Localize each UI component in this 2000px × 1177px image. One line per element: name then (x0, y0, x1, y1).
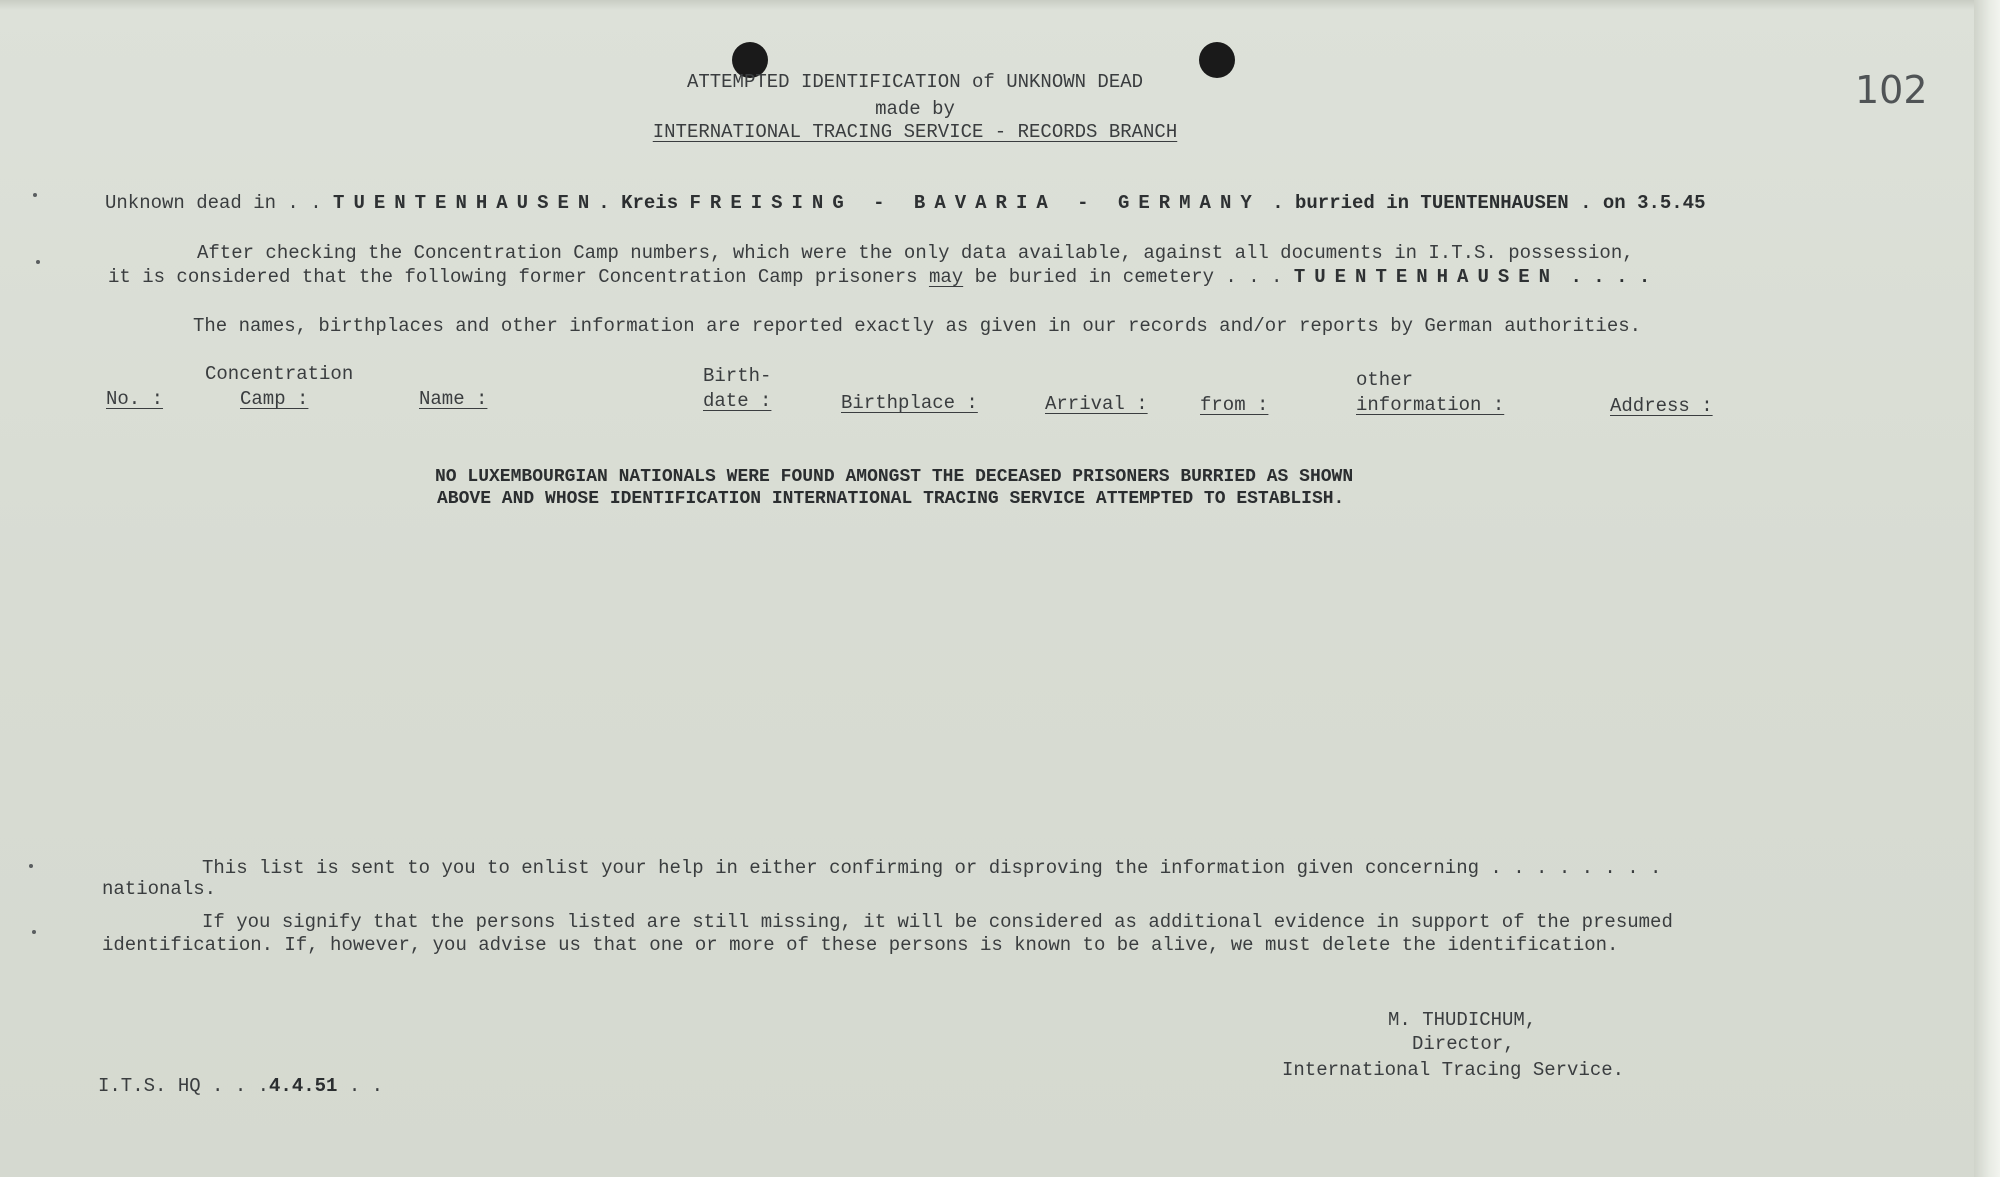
request-line-2: nationals. (102, 878, 217, 900)
col-other-top: other (1356, 369, 1414, 391)
request-line-1: This list is sent to you to enlist your help in either confirming or disproving the information given concerning . . . . . . . . (202, 857, 1662, 879)
signature-org: International Tracing Service. (1282, 1059, 1625, 1081)
intro-line-1: After checking the Concentration Camp numbers, which were the only data available, against all documents in I.T.S. possession, (197, 242, 1634, 264)
location-kreis: . Kreis (598, 192, 679, 214)
hq-date: 4.4.51 (269, 1075, 338, 1097)
signature-title: Director, (1412, 1033, 1515, 1055)
hq-label: I.T.S. HQ . . . (98, 1075, 270, 1097)
cemetery-name: TUENTENHAUSEN (1293, 266, 1560, 288)
col-name: Name : (419, 388, 488, 410)
paper-top-edge (0, 0, 2000, 10)
note-line: The names, birthplaces and other information are reported exactly as given in our records and/or reports by German authorities. (193, 315, 1642, 337)
margin-speck (29, 864, 33, 868)
paper-right-edge (1974, 0, 2000, 1177)
hq-dots: . . (348, 1075, 384, 1097)
margin-speck (32, 930, 36, 934)
intro-line-2-pre: it is considered that the following former Concentration Camp prisoners (108, 266, 918, 288)
org-branch-heading: INTERNATIONAL TRACING SERVICE - RECORDS BRANCH (652, 121, 1178, 143)
signature-name: M. THUDICHUM, (1388, 1009, 1537, 1031)
col-camp-bottom: Camp : (240, 388, 309, 410)
col-camp-top: Concentration (205, 363, 354, 385)
cemetery-dots: . . . . (1570, 266, 1651, 288)
col-birthplace: Birthplace : (841, 392, 978, 414)
buried-place: TUENTENHAUSEN (1420, 192, 1569, 214)
col-address: Address : (1610, 395, 1713, 417)
request-line-4: identification. If, however, you advise us that one or more of these persons is known to be alive, we must delete the identification. (102, 934, 1619, 956)
notice-line-1: NO LUXEMBOURGIAN NATIONALS WERE FOUND AMONGST THE DECEASED PRISONERS BURRIED AS SHOWN (435, 467, 1354, 487)
request-line-3: If you signify that the persons listed are still missing, it will be considered as additional evidence in support of the presumed (202, 911, 1673, 933)
made-by-text: made by (875, 98, 955, 120)
document-title: ATTEMPTED IDENTIFICATION of UNKNOWN DEAD (686, 71, 1144, 93)
margin-speck (33, 193, 37, 197)
col-from: from : (1200, 394, 1269, 416)
col-no: No. : (106, 388, 164, 410)
buried-label: . burried in (1272, 192, 1410, 214)
intro-line-2 (108, 266, 1650, 288)
location-district: FREISING - BAVARIA - GERMANY (689, 192, 1261, 214)
burial-date: . on 3.5.45 (1580, 192, 1706, 214)
margin-speck (36, 260, 40, 264)
col-birthdate-top: Birth- (703, 365, 772, 387)
col-other-bottom: information : (1356, 394, 1505, 416)
col-arrival: Arrival : (1045, 393, 1148, 415)
intro-line-2-post: be buried in cemetery . . . (974, 266, 1283, 288)
location-line (105, 192, 1705, 214)
intro-may: may (928, 266, 964, 288)
col-birthdate-bottom: date : (703, 390, 772, 412)
hq-line (98, 1075, 383, 1097)
page-number: 102 (1855, 68, 1928, 112)
location-prefix: Unknown dead in . . (105, 192, 322, 214)
location-place: TUENTENHAUSEN (333, 192, 599, 214)
notice-line-2: ABOVE AND WHOSE IDENTIFICATION INTERNATIONAL TRACING SERVICE ATTEMPTED TO ESTABLISH. (437, 489, 1345, 509)
